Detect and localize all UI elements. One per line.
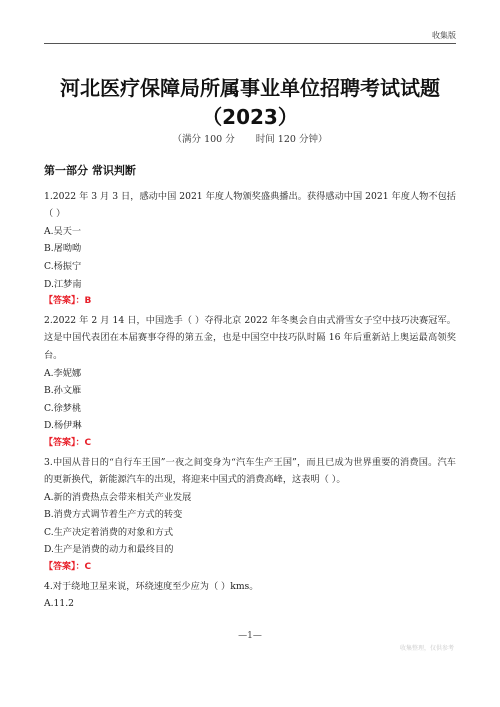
option: C.生产决定着消费的对象和方式	[44, 526, 174, 538]
option: D.生产是消费的动力和最终目的	[44, 544, 174, 556]
exam-info	[0, 131, 500, 145]
option: D.杨伊琳	[44, 420, 82, 432]
title-line-2: （2023）	[202, 105, 298, 129]
option: B.消费方式调节着生产方式的转变	[44, 509, 183, 521]
page-number: —1—	[238, 631, 262, 641]
title-line-1: 河北医疗保障局所属事业单位招聘考试试题	[60, 76, 440, 100]
option: A.11.2	[44, 598, 75, 610]
question-block	[44, 454, 456, 577]
option: D.江梦南	[44, 278, 82, 290]
question-text: 3.中国从昔日的“自行车王国”一夜之间变身为“汽车生产王国”，而且已成为世界重要的消费国。汽车的更新换代，新能源汽车的出现，将迎来中国式的消费高峰，这表明（ ）。	[44, 456, 456, 486]
question-block	[44, 312, 456, 453]
header-rule	[44, 43, 456, 44]
answer: 【答案】：C	[44, 562, 92, 573]
option: C.杨振宁	[44, 260, 82, 272]
question-block	[44, 578, 456, 613]
option: B.孙文雁	[44, 385, 82, 397]
section-title: 第一部分 常识判断	[44, 164, 136, 177]
watermark: 收集整理，仅供参考	[399, 645, 454, 652]
header-tag: 收集版	[432, 31, 456, 40]
option: A.新的消费热点会带来相关产业发展	[44, 491, 192, 503]
content	[44, 162, 456, 614]
question-text: 4.对于绕地卫星来说，环绕速度至少应为（ ）kms。	[44, 580, 259, 592]
option: A.吴天一	[44, 225, 82, 237]
question-text: 2.2022 年 2 月 14 日，中国选手（ ）夺得北京 2022 年冬奥会自由式滑雪女子空中技巧决赛冠军。这是中国代表团在本届赛事夺得的第五金，也是中国空中技巧队时隔 16 年后重新站上奥运最高领奖台。	[44, 314, 456, 361]
option: B.屠呦呦	[44, 243, 82, 255]
full-score: （满分 100 分	[172, 134, 235, 145]
time-limit: 时间 120 分钟）	[255, 134, 328, 145]
option: A.李妮娜	[44, 367, 82, 379]
document-title	[0, 74, 500, 132]
question-block	[44, 188, 456, 311]
question-text: 1.2022 年 3 月 3 日，感动中国 2021 年度人物颁奖盛典播出。获得感动中国 2021 年度人物不包括（ ）	[44, 190, 456, 220]
answer: 【答案】：B	[44, 296, 92, 307]
answer: 【答案】：C	[44, 437, 92, 448]
option: C.徐梦桃	[44, 402, 82, 414]
